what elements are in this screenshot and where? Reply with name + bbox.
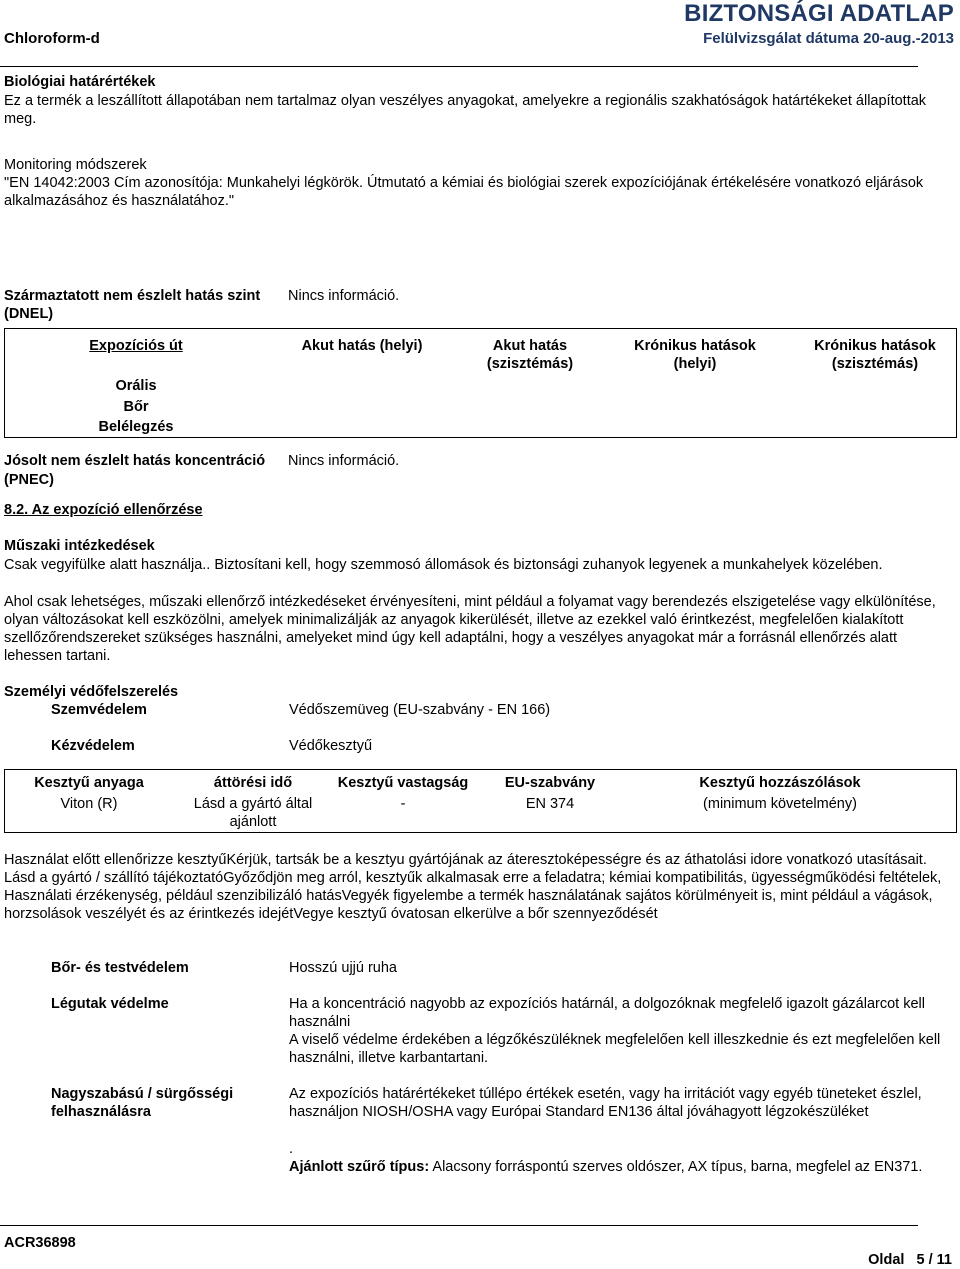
glove-cell-comments: (minimum követelmény)	[703, 796, 857, 812]
glove-header-thickness: Kesztyű vastagság	[337, 775, 469, 791]
dnel-label-abbr: (DNEL)	[4, 306, 54, 322]
dnel-route-oral: Orális	[115, 378, 157, 394]
page-indicator	[868, 1251, 952, 1269]
section-8-2-heading: 8.2. Az expozíció ellenőrzése	[4, 502, 203, 518]
bio-limits-text: Ez a termék a leszállított állapotában nem tartalmaz olyan veszélyes anyagokat, amelyekre a regionális szakhatóságok határtékeket állapítottak meg.	[4, 93, 927, 127]
glove-header-breakthrough: áttörési idő	[213, 775, 293, 791]
ppe-heading: Személyi védőfelszerelés	[4, 684, 179, 700]
page-number: 5 / 11	[916, 1252, 952, 1268]
recommended-filter	[289, 1158, 957, 1176]
skin-protection-value: Hosszú ujjú ruha	[289, 960, 397, 976]
glove-header-material: Kesztyű anyaga	[34, 775, 144, 791]
dnel-route-dermal: Bőr	[123, 399, 149, 415]
revision-date: Felülvizsgálat dátuma 20-aug.-2013	[703, 30, 954, 47]
glove-header-standard: EU-szabvány	[504, 775, 596, 791]
footer-divider	[0, 1225, 918, 1226]
dnel-col-chronic-systemic: Krónikus hatások (szisztémás)	[814, 338, 936, 372]
dnel-route-inhalation: Belélegzés	[98, 419, 174, 435]
page-label: Oldal	[868, 1252, 905, 1268]
glove-usage-note: Használat előtt ellenőrizze kesztyűKérjük, tartsák be a kesztyu gyártójának az áteresztoképességre és az áthatolási idore vonatkozó utasításait. Lásd a gyártó / szállító tájékoztatóGyőződjön meg arról, kesztyűk alkalmasak erre a feladatra; kémiai kompatibilitás, ügyességműködési feltételek, Használati érzékenység, például szenzibilizáló hatásVegyék figyelembe a termék használatának sajátos körülményeit is, mint például a vágások, horzsolások veszélyét és az érintkezés idejétVegye kesztyű óvatosan elkerülve a bőr szennyeződését	[4, 852, 942, 922]
pnec-value: Nincs információ.	[288, 453, 400, 469]
pnec-label-abbr: (PNEC)	[4, 472, 54, 488]
dnel-col-route: Expozíciós út	[89, 338, 183, 354]
dnel-col-chronic-local: Krónikus hatások (helyi)	[634, 338, 756, 372]
eye-protection-label: Szemvédelem	[51, 702, 147, 718]
document-id: ACR36898	[4, 1235, 76, 1251]
engineering-text-1: Csak vegyifülke alatt használja.. Biztosítani kell, hogy szemmosó állomások és biztonsági zuhanyok legyenek a munkahelyek közelében.	[4, 557, 883, 573]
eye-protection-value: Védőszemüveg (EU-szabvány - EN 166)	[289, 702, 551, 718]
large-scale-value: Az expozíciós határértékeket túllépo értékek esetén, vagy ha irritációt vagy egyéb tüneteket észlel, használjon NIOSH/OSHA vagy Európai Standard EN136 által jóváhagyott légzokészüléket	[289, 1086, 922, 1120]
pnec-label: Jósolt nem észlelt hatás koncentráció	[4, 453, 266, 469]
document-title: BIZTONSÁGI ADATLAP	[684, 0, 954, 27]
glove-table	[4, 769, 957, 833]
large-scale-dot: .	[289, 1141, 294, 1157]
dnel-value: Nincs információ.	[288, 288, 400, 304]
glove-cell-material: Viton (R)	[60, 796, 118, 812]
glove-cell-standard: EN 374	[525, 796, 575, 812]
hand-protection-value: Védőkesztyű	[289, 738, 373, 754]
glove-cell-thickness: -	[400, 796, 406, 812]
respiratory-protection-label: Légutak védelme	[51, 996, 169, 1012]
monitoring-text: "EN 14042:2003 Cím azonosítója: Munkahelyi légkörök. Útmutató a kémiai és biológiai szerek expozíciójának értékelésére vonatkozó eljárások alkalmazásához és használatához."	[4, 175, 924, 209]
bio-limits-heading: Biológiai határértékek	[4, 74, 156, 90]
glove-header-comments: Kesztyű hozzászólások	[699, 775, 861, 791]
respiratory-protection-value-2: A viselő védelme érdekében a légzőkészüléknek megfelelően kell illeszkednie és ezt megfelelően kell használni, illetve karbantartani.	[289, 1032, 941, 1066]
glove-cell-breakthrough: Lásd a gyártó által ajánlott	[193, 796, 313, 830]
dnel-col-acute-systemic: Akut hatás (szisztémás)	[486, 338, 574, 372]
skin-protection-label: Bőr- és testvédelem	[51, 960, 189, 976]
header-divider	[0, 66, 918, 67]
dnel-col-acute-local: Akut hatás (helyi)	[301, 338, 423, 354]
dnel-label: Származtatott nem észlelt hatás szint	[4, 288, 261, 304]
hand-protection-label: Kézvédelem	[51, 738, 135, 754]
dnel-table	[4, 328, 957, 438]
engineering-heading: Műszaki intézkedések	[4, 538, 155, 554]
monitoring-heading: Monitoring módszerek	[4, 157, 147, 173]
filter-type-label: Ajánlott szűrő típus:	[289, 1159, 430, 1175]
product-name: Chloroform-d	[4, 30, 100, 47]
large-scale-label: Nagyszabású / sürgősségi felhasználásra	[51, 1086, 234, 1120]
filter-type-value: Alacsony forráspontú szerves oldószer, AX típus, barna, megfelel az EN371.	[432, 1159, 923, 1175]
respiratory-protection-value-1: Ha a koncentráció nagyobb az expozíciós határnál, a dolgozóknak megfelelő igazolt gázálarcot kell használni	[289, 996, 925, 1030]
engineering-text-2: Ahol csak lehetséges, műszaki ellenőrző intézkedéseket érvényesíteni, mint például a folyamat vagy berendezés elszigetelése vagy elkülönítése, olyan változásokat kell eszközölni, amelyek minimalizálják az anyagok kikerülését, illetve az ezekkel való érintkezést, megfelelően kialakított szellőzőrendszereket szükséges használni, amelyeket mind úgy kell adaptálni, hogy a veszélyes anyagokat már a forrásnál ellenőrzés alatt lehessen tartani.	[4, 594, 936, 664]
